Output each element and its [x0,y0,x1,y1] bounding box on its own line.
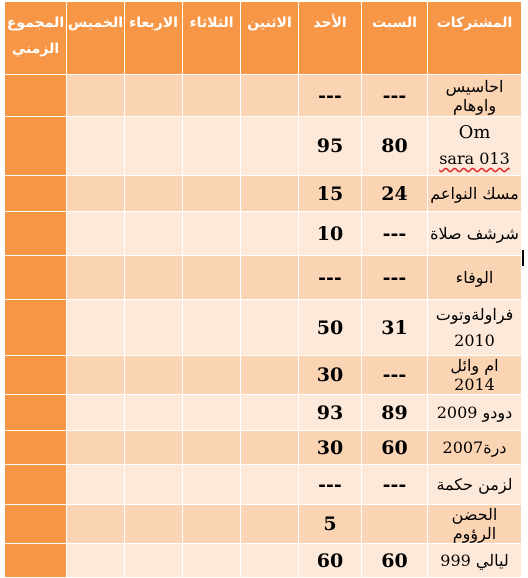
row-wednesday [125,395,183,431]
row-tuesday [183,75,241,117]
row-thursday [67,256,125,300]
row-monday [241,505,299,544]
row-tuesday [183,176,241,212]
row-wednesday [125,256,183,300]
row-wednesday [125,75,183,117]
row-name: Om sara 013 [428,117,522,176]
row-total [5,505,67,544]
row-wednesday [125,356,183,395]
row-name: ليالي 999 [428,544,522,578]
row-saturday: --- [362,356,428,395]
row-sunday: 60 [299,544,362,578]
header-saturday: السبت [362,2,428,75]
row-total [5,75,67,117]
table-row [5,256,522,300]
row-total [5,431,67,465]
header-tuesday: الثلاثاء [183,2,241,75]
row-monday [241,431,299,465]
row-name: الحضن الرؤوم [428,505,522,544]
row-monday [241,176,299,212]
header-subscribers: المشتركات [428,2,522,75]
row-monday [241,300,299,356]
row-name: درة2007 [428,431,522,465]
row-thursday [67,356,125,395]
row-saturday: --- [362,256,428,300]
header-monday: الاثنين [241,2,299,75]
table-row [5,212,522,256]
row-tuesday [183,465,241,505]
row-name: احاسيس واوهام [428,75,522,117]
row-name: شرشف صلاة [428,212,522,256]
row-monday [241,465,299,505]
row-total [5,117,67,176]
row-monday [241,395,299,431]
row-saturday: 24 [362,176,428,212]
row-wednesday [125,300,183,356]
row-total [5,256,67,300]
row-thursday [67,465,125,505]
table-row [5,395,522,431]
row-wednesday [125,465,183,505]
row-thursday [67,176,125,212]
row-sunday: 10 [299,212,362,256]
header-row [5,2,522,75]
row-name: الوفاء [428,256,522,300]
row-name: لزمن حكمة [428,465,522,505]
row-total [5,544,67,578]
table-row [5,176,522,212]
row-saturday: 89 [362,395,428,431]
row-thursday [67,431,125,465]
header-wednesday: الاربعاء [125,2,183,75]
table-row [5,117,522,176]
row-thursday [67,544,125,578]
row-monday [241,544,299,578]
row-saturday: --- [362,212,428,256]
table-row [5,356,522,395]
row-tuesday [183,117,241,176]
row-tuesday [183,505,241,544]
row-monday [241,356,299,395]
row-total [5,356,67,395]
row-monday [241,212,299,256]
row-name: مسك النواعم [428,176,522,212]
row-thursday [67,395,125,431]
row-wednesday [125,505,183,544]
table-row [5,300,522,356]
row-tuesday [183,431,241,465]
row-tuesday [183,544,241,578]
row-saturday: 60 [362,544,428,578]
row-sunday: 30 [299,431,362,465]
row-sunday: 30 [299,356,362,395]
row-monday [241,117,299,176]
row-name: دودو 2009 [428,395,522,431]
row-sunday: 95 [299,117,362,176]
row-sunday: 50 [299,300,362,356]
row-saturday: 80 [362,117,428,176]
row-wednesday [125,117,183,176]
row-monday [241,75,299,117]
row-total [5,212,67,256]
row-name: فراولةوتوت 2010 [428,300,522,356]
header-sunday: الأحد [299,2,362,75]
row-total [5,465,67,505]
row-total [5,395,67,431]
scores-table [4,1,522,578]
row-thursday [67,212,125,256]
row-thursday [67,117,125,176]
row-sunday: 15 [299,176,362,212]
row-monday [241,256,299,300]
row-total [5,176,67,212]
row-name: ام وائل 2014 [428,356,522,395]
row-saturday: --- [362,75,428,117]
row-saturday: --- [362,465,428,505]
row-sunday: --- [299,256,362,300]
header-total: المجموع الزمني [5,2,67,75]
header-thursday: الخميس [67,2,125,75]
row-sunday: --- [299,465,362,505]
row-tuesday [183,256,241,300]
row-saturday [362,505,428,544]
row-thursday [67,505,125,544]
row-tuesday [183,356,241,395]
row-wednesday [125,212,183,256]
row-sunday: 93 [299,395,362,431]
row-thursday [67,300,125,356]
row-sunday: 5 [299,505,362,544]
row-sunday: --- [299,75,362,117]
row-total [5,300,67,356]
row-tuesday [183,395,241,431]
table-row [5,431,522,465]
table-row [5,465,522,505]
row-wednesday [125,431,183,465]
row-wednesday [125,544,183,578]
row-wednesday [125,176,183,212]
row-saturday: 60 [362,431,428,465]
table-row [5,544,522,578]
edge-divider [522,250,524,266]
table-row [5,75,522,117]
row-thursday [67,75,125,117]
table-row [5,505,522,544]
row-tuesday [183,212,241,256]
row-tuesday [183,300,241,356]
row-name-second-line: sara 013 [439,149,510,168]
row-saturday: 31 [362,300,428,356]
